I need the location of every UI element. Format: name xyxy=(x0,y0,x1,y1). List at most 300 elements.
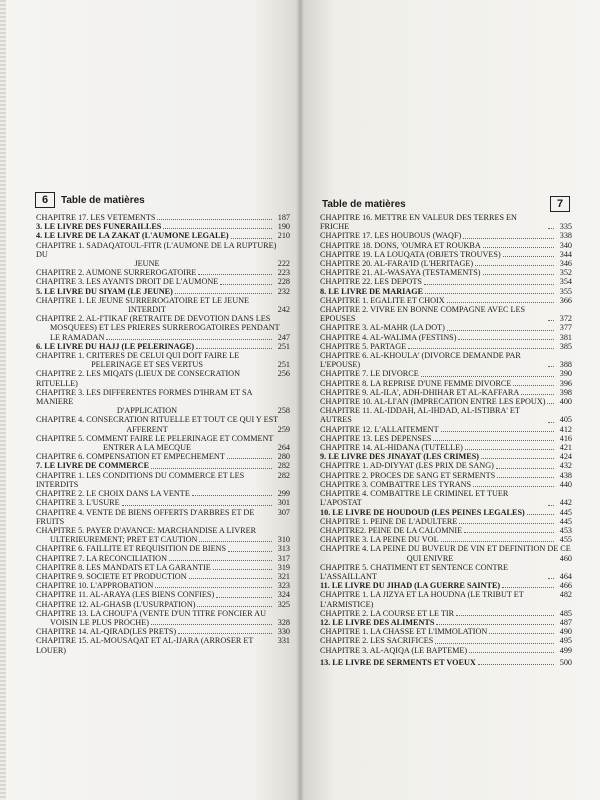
toc-entry-row xyxy=(36,563,290,572)
toc-entry-title: CHAPITRE 5. COMMENT FAIRE LE PELERINAGE ET COMMENT xyxy=(36,433,274,443)
toc-entry-row xyxy=(320,517,572,526)
toc-entry-title: CHAPITRE 2. LES MIQATS (LIEUX DE CONSECRATION RITUELLE) xyxy=(36,369,241,388)
toc-entry-row xyxy=(320,250,572,259)
right-page-header xyxy=(316,196,570,212)
toc-page-number: 346 xyxy=(559,259,572,269)
toc-entry-title: CHAPITRE 2. AL-I'TIKAF (RETRAITE DE DEVOTION DANS LES xyxy=(36,314,271,324)
toc-page-number: 400 xyxy=(559,397,572,407)
toc-page-number: 331 xyxy=(277,636,290,646)
toc-entry-row xyxy=(36,452,290,461)
toc-entry-title: CHAPITRE 20. AL-FARA'ID (L'HERITAGE) xyxy=(320,259,474,269)
toc-entry-row xyxy=(36,535,290,544)
toc-entry-row xyxy=(36,489,290,498)
toc-section-row xyxy=(36,287,290,296)
toc-page-number: 366 xyxy=(559,295,572,305)
toc-leader-dots xyxy=(169,560,272,561)
toc-leader-dots xyxy=(548,422,554,423)
toc-page-number: 495 xyxy=(559,636,572,646)
toc-entry-row xyxy=(36,333,290,342)
toc-entry-title: CHAPITRE 1. LES CONDITIONS DU COMMERCE ET LES INTERDITS xyxy=(36,470,245,489)
toc-entry-title: CHAPITRE 4. AL-WALIMA (FESTINS) xyxy=(320,332,457,342)
toc-page-number: 500 xyxy=(559,657,572,667)
toc-entry-row xyxy=(36,351,290,360)
toc-leader-dots xyxy=(122,505,272,506)
toc-entry-title: LE RAMADAN xyxy=(50,332,105,342)
toc-entry-title: CHAPITRE 19. LA LOUQATA (OBJETS TROUVES) xyxy=(320,249,501,259)
toc-section-row xyxy=(320,618,572,627)
toc-entry-title: CHAPITRE 5. PARTAGE xyxy=(320,341,407,351)
toc-leader-dots xyxy=(228,551,272,552)
toc-leader-dots xyxy=(447,302,554,303)
toc-page-number: 388 xyxy=(559,360,572,370)
left-table-of-contents xyxy=(36,213,290,655)
toc-page-number: 247 xyxy=(277,332,290,342)
toc-entry-row xyxy=(36,581,290,590)
toc-leader-dots xyxy=(502,587,554,588)
toc-page-number: 242 xyxy=(277,305,290,315)
toc-entry-title: CHAPITRE 4. LA PEINE DU BUVEUR DE VIN ET DEFINITION DE CE xyxy=(320,544,571,554)
toc-entry-row xyxy=(320,351,572,369)
toc-section-row xyxy=(36,231,290,240)
toc-leader-dots xyxy=(548,578,554,579)
toc-page-number: 344 xyxy=(559,249,572,259)
right-table-of-contents xyxy=(320,213,572,667)
toc-page-number: 251 xyxy=(277,341,290,351)
toc-page-number: 499 xyxy=(559,645,572,655)
toc-page-number: 328 xyxy=(277,617,290,627)
toc-page-number: 412 xyxy=(559,424,572,434)
toc-entry-title: CHAPITRE 2. LA COURSE ET LE TIR xyxy=(320,608,455,618)
toc-page-number: 445 xyxy=(559,507,572,517)
toc-leader-dots xyxy=(527,514,554,515)
toc-entry-title: 6. LE LIVRE DU HAJJ (LE PELERINAGE) xyxy=(36,341,195,351)
toc-entry-title: CHAPITRE 10. AL-LI'AN (IMPRECATION ENTRE LES EPOUX) xyxy=(320,397,546,407)
toc-leader-dots xyxy=(157,219,272,220)
toc-entry-title: ULTERIEUREMENT; PRET ET CAUTION xyxy=(50,535,198,545)
toc-entry-title: QUI ENIVRE xyxy=(406,553,454,563)
toc-leader-dots xyxy=(481,458,554,459)
toc-entry-title: CHAPITRE 3. COMBATTRE LES TYRANS xyxy=(320,479,472,489)
toc-entry-row xyxy=(320,213,572,231)
toc-leader-dots xyxy=(216,597,272,598)
toc-page-number: 421 xyxy=(559,443,572,453)
toc-page-number: 256 xyxy=(277,369,290,379)
toc-leader-dots xyxy=(213,569,272,570)
toc-entry-row xyxy=(320,388,572,397)
toc-page-number: 466 xyxy=(559,581,572,591)
toc-page-number: 487 xyxy=(559,617,572,627)
toc-entry-title: 8. LE LIVRE DE MARIAGE xyxy=(320,286,424,296)
toc-entry-row xyxy=(320,406,572,424)
toc-entry-row xyxy=(320,590,572,608)
left-page-header xyxy=(35,192,151,208)
toc-leader-dots xyxy=(497,477,554,478)
toc-entry-title: CHAPITRE 1. LA CHASSE ET L'IMMOLATION xyxy=(320,627,488,637)
toc-leader-dots xyxy=(489,633,554,634)
toc-page-number: 385 xyxy=(559,341,572,351)
toc-leader-dots xyxy=(521,394,554,395)
toc-entry-row xyxy=(320,563,572,581)
toc-page-number: 251 xyxy=(277,360,290,370)
toc-entry-title: CHAPITRE 17. LES VETEMENTS xyxy=(36,213,156,222)
toc-entry-row xyxy=(36,554,290,563)
toc-entry-title: CHAPITRE 9. AL-ILA', ADH-DHIHAR ET AL-KAFFARA xyxy=(320,387,520,397)
toc-leader-dots xyxy=(421,376,554,377)
toc-page-number: 190 xyxy=(277,222,290,232)
toc-entry-row xyxy=(36,415,290,424)
toc-page-number: 319 xyxy=(277,562,290,572)
toc-leader-dots xyxy=(175,293,272,294)
toc-leader-dots xyxy=(425,293,554,294)
toc-entry-title: CHAPITRE 2. VIVRE EN BONNE COMPAGNE AVEC LES EPOUSES xyxy=(320,305,526,324)
toc-section-row xyxy=(320,581,572,590)
toc-entry-title: CHAPITRE 5. CHATIMENT ET SENTENCE CONTRE L'ASSAILLANT xyxy=(320,562,509,581)
toc-leader-dots xyxy=(408,348,554,349)
toc-entry-title: CHAPITRE 12. L'ALLAITEMENT xyxy=(320,424,439,434)
toc-entry-title: CHAPITRE 4. VENTE DE BIENS OFFERTS D'ARBRES ET DE FRUITS xyxy=(36,507,255,526)
toc-entry-row xyxy=(36,590,290,599)
left-page-number: 6 xyxy=(35,192,55,208)
toc-entry-row xyxy=(320,526,572,535)
toc-leader-dots xyxy=(483,274,554,275)
toc-entry-title: CHAPITRE 10. L'APPROBATION xyxy=(36,581,154,591)
toc-entry-row xyxy=(36,572,290,581)
toc-entry-title: 4. LE LIVRE DE LA ZAKAT (L'AUMONE LEGALE) xyxy=(36,231,229,241)
toc-entry-row xyxy=(320,646,572,655)
toc-entry-row xyxy=(320,489,572,507)
toc-page-number: 321 xyxy=(277,571,290,581)
toc-entry-title: CHAPITRE 1. AD-DIYYAT (LES PRIX DE SANG) xyxy=(320,461,494,471)
toc-page-number: 340 xyxy=(559,240,572,250)
toc-page-number: 352 xyxy=(559,268,572,278)
toc-entry-title: MOSQUEES) ET LES PRIERES SURREROGATOIRES PENDANT xyxy=(50,323,280,333)
toc-entry-row xyxy=(36,609,290,618)
toc-entry-row xyxy=(320,461,572,470)
toc-entry-title: AFFERENT xyxy=(126,424,168,434)
toc-entry-row xyxy=(320,627,572,636)
toc-entry-title: CHAPITRE 11. AL-ARAYA (LES BIENS CONFIES) xyxy=(36,590,215,600)
toc-entry-row xyxy=(36,498,290,507)
toc-entry-row xyxy=(320,259,572,268)
toc-entry-title: CHAPITRE 11. AL-IDDAH, AL-IHDAD, AL-ISTIBRA' ET AUTRES xyxy=(320,406,520,425)
toc-page-number: 317 xyxy=(277,553,290,563)
toc-leader-dots xyxy=(199,541,272,542)
toc-entry-row xyxy=(320,434,572,443)
toc-entry-row xyxy=(36,636,290,654)
toc-page-number: 222 xyxy=(277,259,290,269)
toc-entry-title: CHAPITRE 1. SADAQATOUL-FITR (L'AUMONE DE LA RUPTURE) DU xyxy=(36,240,277,259)
toc-page-number: 464 xyxy=(559,571,572,581)
toc-page-number: 405 xyxy=(559,415,572,425)
toc-entry-row xyxy=(36,406,290,415)
toc-entry-title: CHAPITRE 3. LA PEINE DU VOL xyxy=(320,535,439,545)
toc-leader-dots xyxy=(447,330,554,331)
toc-section-row xyxy=(320,658,572,667)
toc-entry-title: CHAPITRE 13. LA CHOUF'A (VENTE D'UN TITRE FONCIER AU xyxy=(36,608,267,618)
toc-leader-dots xyxy=(548,320,554,321)
toc-entry-row xyxy=(36,388,290,406)
toc-entry-title: ENTRER A LA MECQUE xyxy=(102,443,192,453)
toc-entry-row xyxy=(320,480,572,489)
toc-leader-dots xyxy=(106,339,272,340)
toc-leader-dots xyxy=(197,606,272,607)
toc-entry-title: CHAPITRE 4. CONSECRATION RITUELLE ET TOUT CE QUI Y EST xyxy=(36,415,279,425)
toc-entry-row xyxy=(320,268,572,277)
toc-page-number: 282 xyxy=(277,470,290,480)
toc-entry-title: CHAPITRE 5. PAYER D'AVANCE: MARCHANDISE A LIVRER xyxy=(36,525,257,535)
toc-entry-title: 12. LE LIVRE DES ALIMENTS xyxy=(320,617,435,627)
toc-page-number: 355 xyxy=(559,286,572,296)
toc-section-row xyxy=(320,508,572,517)
toc-entry-row xyxy=(320,333,572,342)
toc-entry-row xyxy=(320,323,572,332)
toc-leader-dots xyxy=(441,431,554,432)
toc-leader-dots xyxy=(464,532,554,533)
toc-leader-dots xyxy=(436,624,554,625)
toc-entry-title: 9. LE LIVRE DES JINAYAT (LES CRIMES) xyxy=(320,452,480,462)
toc-entry-title: CHAPITRE 2. LES SACRIFICES xyxy=(320,636,434,646)
toc-entry-title: PELERINAGE ET SES VERTUS xyxy=(91,360,203,370)
right-page-number: 7 xyxy=(550,196,570,212)
toc-entry-title: CHAPITRE 1. LE JEUNE SURREROGATOIRE ET LE JEUNE xyxy=(36,295,250,305)
toc-entry-row xyxy=(320,231,572,240)
toc-page-number: 210 xyxy=(277,231,290,241)
toc-entry-title: 11. LE LIVRE DU JIHAD (LA GUERRE SAINTE) xyxy=(320,581,501,591)
book-gutter xyxy=(296,0,304,800)
toc-entry-title: CHAPITRE2. PEINE DE LA CALOMNIE xyxy=(320,525,463,535)
toc-entry-row xyxy=(320,636,572,645)
toc-entry-title: CHAPITRE 7. LE DIVORCE xyxy=(320,369,419,379)
toc-section-row xyxy=(36,461,290,470)
toc-leader-dots xyxy=(189,578,272,579)
toc-entry-row xyxy=(320,425,572,434)
toc-page-number: 258 xyxy=(277,406,290,416)
toc-entry-title: CHAPITRE 1. PEINE DE L'ADULTERE xyxy=(320,516,458,526)
toc-entry-row xyxy=(36,360,290,369)
toc-section-row xyxy=(36,342,290,351)
toc-entry-row xyxy=(320,609,572,618)
toc-entry-title: CHAPITRE 17. LES HOUBOUS (WAQF) xyxy=(320,231,462,241)
toc-leader-dots xyxy=(433,440,554,441)
toc-page-number: 307 xyxy=(277,507,290,517)
toc-leader-dots xyxy=(548,366,554,367)
toc-page-number: 310 xyxy=(277,535,290,545)
toc-entry-title: INTERDIT xyxy=(128,305,166,315)
right-header-title: Table de matières xyxy=(322,198,406,210)
toc-entry-row xyxy=(320,342,572,351)
toc-leader-dots xyxy=(435,643,554,644)
toc-entry-title: CHAPITRE 6. COMPENSATION ET EMPECHEMENT xyxy=(36,452,225,462)
toc-entry-row xyxy=(36,241,290,259)
toc-entry-row xyxy=(36,526,290,535)
toc-entry-title: CHAPITRE 1. LA JIZYA ET LA HOUDNA (LE TRIBUT ET L'ARMISTICE) xyxy=(320,590,524,609)
toc-entry-title: CHAPITRE 3. AL-AQIQA (LE BAPTEME) xyxy=(320,645,468,655)
toc-entry-title: VOISIN LE PLUS PROCHE) xyxy=(50,617,149,627)
toc-entry-title: CHAPITRE 3. L'USURE xyxy=(36,498,120,508)
toc-entry-title: CHAPITRE 13. LES DEPENSES xyxy=(320,433,432,443)
toc-entry-row xyxy=(320,305,572,323)
toc-page-number: 228 xyxy=(277,277,290,287)
toc-entry-title: CHAPITRE 1. EGALITE ET CHOIX xyxy=(320,295,445,305)
toc-entry-row xyxy=(36,314,290,323)
toc-entry-title: CHAPITRE 6. FAILLITE ET REQUISITION DE BIENS xyxy=(36,544,227,554)
toc-leader-dots xyxy=(503,256,554,257)
toc-entry-title: CHAPITRE 15. AL-MOUSAQAT ET AL-IJARA (ARROSER ET LOUER) xyxy=(36,636,254,655)
toc-leader-dots xyxy=(458,339,554,340)
toc-entry-row xyxy=(36,296,290,305)
toc-entry-row xyxy=(320,443,572,452)
toc-leader-dots xyxy=(547,403,554,404)
toc-entry-title: D'APPLICATION xyxy=(116,406,178,416)
toc-entry-row xyxy=(36,544,290,553)
toc-leader-dots xyxy=(220,284,272,285)
toc-page-number: 301 xyxy=(277,498,290,508)
toc-leader-dots xyxy=(473,486,554,487)
toc-page-number: 460 xyxy=(559,553,572,563)
toc-page-number: 416 xyxy=(559,433,572,443)
toc-entry-title: CHAPITRE 1. CRITERES DE CELUI QUI DOIT FAIRE LE xyxy=(36,351,240,361)
toc-leader-dots xyxy=(548,228,554,229)
toc-entry-row xyxy=(320,471,572,480)
toc-entry-title: CHAPITRE 8. LES MANDATS ET LA GARANTIE xyxy=(36,562,211,572)
toc-page-number: 390 xyxy=(559,369,572,379)
toc-entry-title: CHAPITRE 8. LA REPRISE D'UNE FEMME DIVORCE xyxy=(320,378,512,388)
toc-leader-dots xyxy=(548,505,554,506)
toc-entry-row xyxy=(36,277,290,286)
toc-entry-row xyxy=(320,535,572,544)
toc-entry-title: 3. LE LIVRE DES FUNERAILLES xyxy=(36,222,162,232)
toc-page-number: 259 xyxy=(277,424,290,434)
toc-leader-dots xyxy=(227,458,272,459)
toc-page-number: 482 xyxy=(559,590,572,600)
toc-entry-row xyxy=(36,434,290,443)
toc-entry-title: CHAPITRE 9. SOCIETE ET PRODUCTION xyxy=(36,571,187,581)
page-edge-stack xyxy=(0,0,6,800)
toc-entry-row xyxy=(36,627,290,636)
toc-entry-title: 5. LE LIVRE DU SIYAM (LE JEUNE) xyxy=(36,286,173,296)
toc-leader-dots xyxy=(478,664,554,665)
toc-page-number: 223 xyxy=(277,268,290,278)
toc-page-number: 325 xyxy=(277,599,290,609)
toc-entry-title: CHAPITRE 7. LA RECONCILIATION xyxy=(36,553,167,563)
toc-entry-row xyxy=(320,544,572,553)
toc-entry-row xyxy=(36,369,290,387)
toc-page-number: 398 xyxy=(559,387,572,397)
toc-page-number: 455 xyxy=(559,535,572,545)
toc-entry-title: 7. LE LIVRE DE COMMERCE xyxy=(36,461,150,471)
toc-page-number: 264 xyxy=(277,443,290,453)
toc-page-number: 187 xyxy=(277,213,290,222)
left-header-title: Table de matières xyxy=(61,194,145,206)
toc-page-number: 282 xyxy=(277,461,290,471)
toc-page-number: 299 xyxy=(277,489,290,499)
toc-page-number: 372 xyxy=(559,314,572,324)
toc-entry-row xyxy=(36,443,290,452)
toc-page-number: 335 xyxy=(559,222,572,232)
toc-page-number: 232 xyxy=(277,286,290,296)
toc-entry-title: CHAPITRE 14. AL-HIDANA (TUTELLE) xyxy=(320,443,463,453)
toc-leader-dots xyxy=(155,587,272,588)
toc-entry-title: CHAPITRE 4. COMBATTRE LE CRIMINEL ET TUER L'APOSTAT xyxy=(320,489,509,508)
toc-page-number: 396 xyxy=(559,378,572,388)
toc-leader-dots xyxy=(192,495,272,496)
toc-leader-dots xyxy=(475,265,554,266)
toc-page-number: 432 xyxy=(559,461,572,471)
toc-entry-title: CHAPITRE 3. LES AYANTS DROIT DE L'AUMONE xyxy=(36,277,219,287)
toc-entry-title: CHAPITRE 16. METTRE EN VALEUR DES TERRES EN FRICHE xyxy=(320,213,517,232)
toc-entry-title: CHAPITRE 3. LES DIFFERENTES FORMES D'IHRAM ET SA MANIERE xyxy=(36,387,253,407)
toc-section-row xyxy=(320,287,572,296)
toc-entry-row xyxy=(36,305,290,314)
toc-leader-dots xyxy=(483,247,554,248)
toc-entry-row xyxy=(320,379,572,388)
toc-leader-dots xyxy=(163,228,272,229)
toc-leader-dots xyxy=(465,449,554,450)
toc-page-number: 445 xyxy=(559,516,572,526)
toc-leader-dots xyxy=(441,541,554,542)
toc-entry-row xyxy=(36,618,290,627)
toc-entry-row xyxy=(320,369,572,378)
toc-page-number: 338 xyxy=(559,231,572,241)
toc-entry-row xyxy=(36,508,290,526)
toc-page-number: 381 xyxy=(559,332,572,342)
toc-page-number: 280 xyxy=(277,452,290,462)
toc-entry-title: CHAPITRE 21. AL-WASAYA (TESTAMENTS) xyxy=(320,268,481,278)
toc-entry-row xyxy=(36,425,290,434)
toc-entry-row xyxy=(36,323,290,332)
toc-page-number: 330 xyxy=(277,627,290,637)
toc-entry-title: CHAPITRE 12. AL-GHASB (L'USURPATION) xyxy=(36,599,196,609)
toc-leader-dots xyxy=(198,274,272,275)
toc-leader-dots xyxy=(463,238,554,239)
toc-entry-title: JEUNE xyxy=(134,259,160,269)
toc-leader-dots xyxy=(513,385,554,386)
toc-entry-row xyxy=(320,397,572,406)
toc-leader-dots xyxy=(469,652,554,653)
toc-entry-row xyxy=(320,241,572,250)
toc-leader-dots xyxy=(456,615,554,616)
toc-page-number: 442 xyxy=(559,498,572,508)
toc-page-number: 324 xyxy=(277,590,290,600)
toc-entry-title: CHAPITRE 14. AL-QIRAD(LES PRETS) xyxy=(36,627,177,637)
toc-page-number: 313 xyxy=(277,544,290,554)
toc-leader-dots xyxy=(459,523,554,524)
toc-page-number: 354 xyxy=(559,277,572,287)
toc-section-row xyxy=(320,452,572,461)
toc-entry-row xyxy=(320,277,572,286)
toc-entry-title: 13. LE LIVRE DE SERMENTS ET VOEUX xyxy=(320,657,476,667)
toc-page-number: 453 xyxy=(559,525,572,535)
toc-entry-row xyxy=(36,600,290,609)
toc-entry-row xyxy=(36,471,290,489)
toc-entry-title: CHAPITRE 2. LE CHOIX DANS LA VENTE xyxy=(36,489,190,499)
toc-page-number: 490 xyxy=(559,627,572,637)
toc-page-number: 485 xyxy=(559,608,572,618)
toc-page-number: 424 xyxy=(559,452,572,462)
toc-section-row xyxy=(36,222,290,231)
toc-entry-title: CHAPITRE 3. AL-MAHR (LA DOT) xyxy=(320,323,445,333)
toc-leader-dots xyxy=(178,633,272,634)
toc-page-number: 377 xyxy=(559,323,572,333)
toc-entry-row xyxy=(320,296,572,305)
toc-entry-title: CHAPITRE 2. PROCES DE SANG ET SERMENTS xyxy=(320,470,496,480)
toc-entry-title: 10. LE LIVRE DE HOUDOUD (LES PEINES LEGALES) xyxy=(320,507,525,517)
toc-page-number: 440 xyxy=(559,479,572,489)
toc-entry-row xyxy=(36,268,290,277)
toc-leader-dots xyxy=(424,284,554,285)
toc-leader-dots xyxy=(496,468,554,469)
toc-leader-dots xyxy=(196,348,272,349)
